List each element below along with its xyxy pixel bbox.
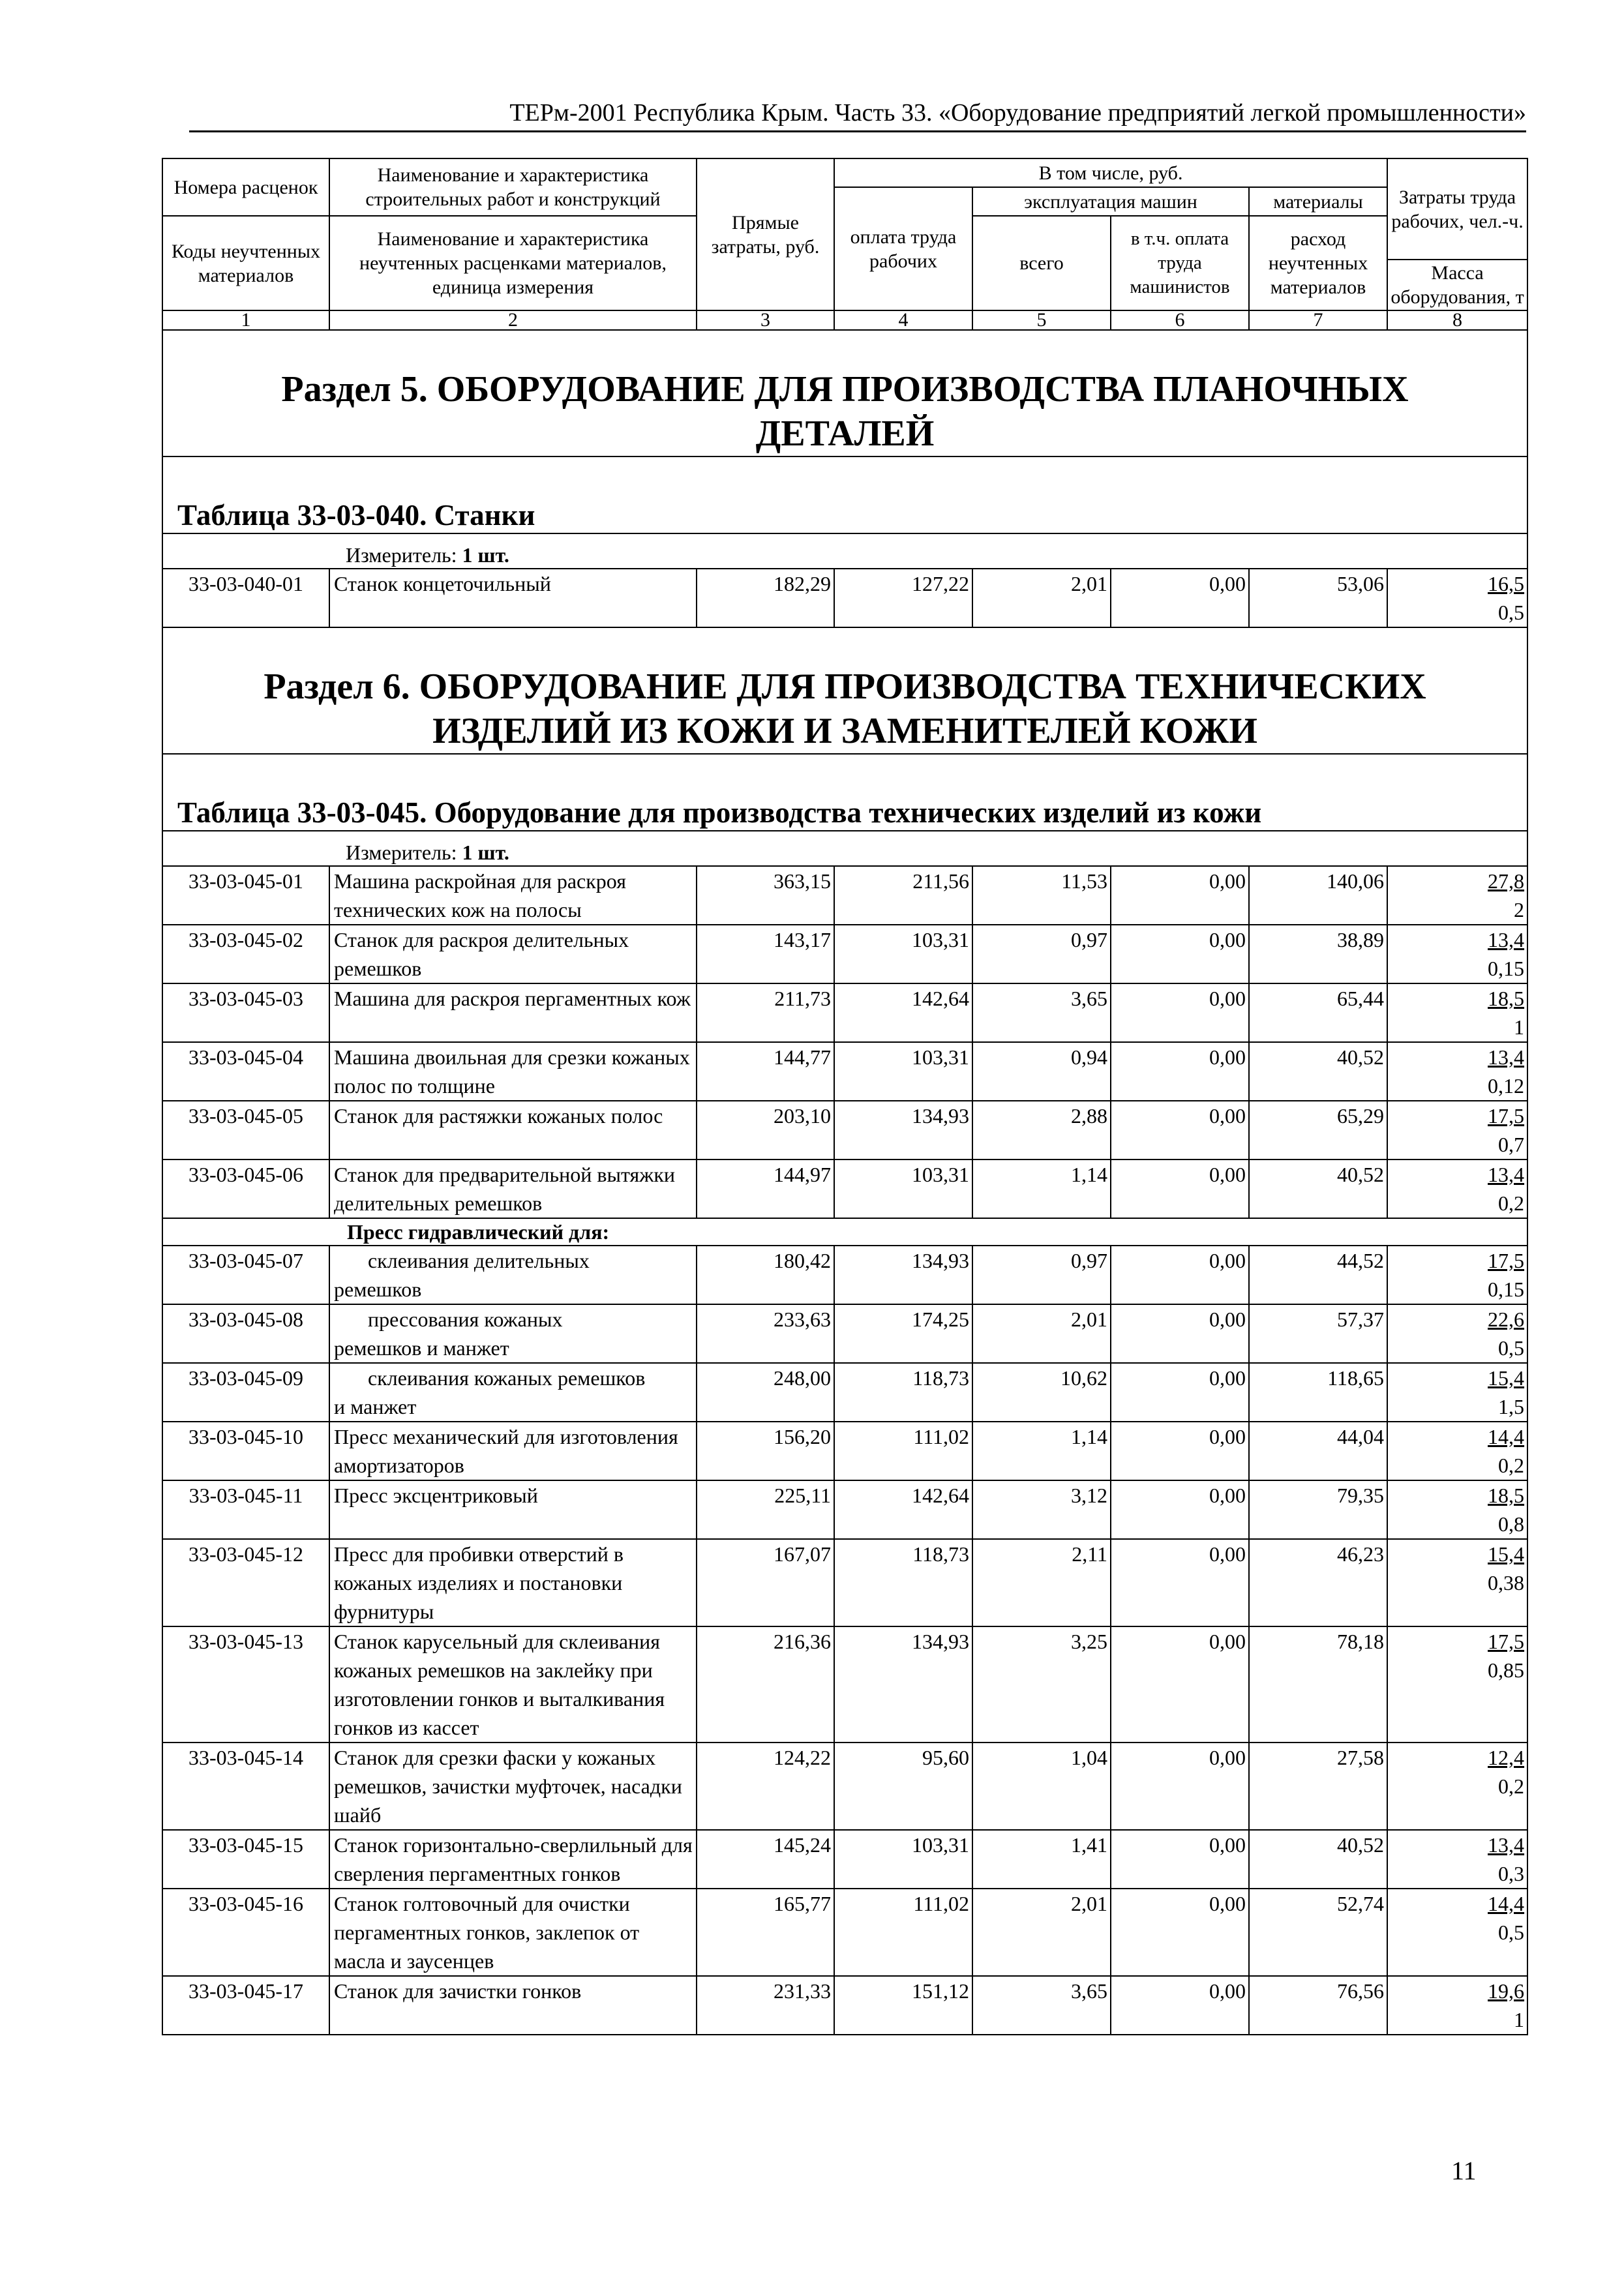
labor-and-mass [1387,1626,1527,1743]
operator-wages: 0,00 [1111,569,1249,627]
wages: 111,02 [834,1422,972,1480]
rate-code: 33-03-045-17 [162,1976,329,2035]
materials-consumption: 46,23 [1249,1539,1387,1626]
labor-and-mass [1387,1304,1527,1363]
rate-name [329,1304,697,1363]
rate-code: 33-03-045-14 [162,1743,329,1830]
machines-total: 2,88 [972,1101,1111,1159]
table-row [162,1480,1527,1539]
labor-costs: 13,4 [1488,928,1525,951]
labor-costs: 15,4 [1488,1366,1525,1390]
table-row [162,1743,1527,1830]
direct-costs: 231,33 [697,1976,834,2035]
rate-code: 33-03-045-12 [162,1539,329,1626]
meter-value: 1 шт. [462,841,509,864]
materials-consumption: 40,52 [1249,1159,1387,1218]
meter-label [163,534,1527,568]
equipment-mass: 1 [1514,1015,1525,1039]
equipment-mass: 0,5 [1498,1921,1525,1944]
labor-and-mass [1387,983,1527,1042]
meter-label-cell [162,533,1527,569]
direct-costs: 144,77 [697,1042,834,1101]
wages: 134,93 [834,1101,972,1159]
labor-costs: 13,4 [1488,1045,1525,1069]
header-rate-numbers: Номера расценок [162,158,329,216]
wages: 103,31 [834,925,972,983]
labor-and-mass [1387,1743,1527,1830]
rate-name: Станок для зачистки гонков [329,1976,697,2035]
table-row [162,1101,1527,1159]
machines-total: 0,97 [972,925,1111,983]
rate-code: 33-03-045-01 [162,866,329,925]
column-number: 3 [697,310,834,330]
table-row [162,569,1527,627]
equipment-mass: 0,85 [1488,1658,1525,1682]
rate-code: 33-03-045-15 [162,1830,329,1889]
wages: 127,22 [834,569,972,627]
operator-wages: 0,00 [1111,1743,1249,1830]
direct-costs: 233,63 [697,1304,834,1363]
rate-code: 33-03-045-11 [162,1480,329,1539]
table-row [162,1363,1527,1422]
labor-and-mass [1387,925,1527,983]
machines-total: 1,41 [972,1830,1111,1889]
rate-code: 33-03-040-01 [162,569,329,627]
materials-consumption: 57,37 [1249,1304,1387,1363]
group-label-cell [162,1218,1527,1246]
labor-and-mass [1387,1159,1527,1218]
header-material-codes: Коды неучтенных материалов [162,216,329,310]
meter-label [163,831,1527,865]
operator-wages: 0,00 [1111,1246,1249,1304]
equipment-mass: 0,7 [1498,1133,1525,1156]
rate-code: 33-03-045-03 [162,983,329,1042]
wages: 142,64 [834,983,972,1042]
header-operator-wages: в т.ч. оплата труда машинистов [1111,216,1249,310]
direct-costs: 143,17 [697,925,834,983]
table-row [162,1889,1527,1976]
materials-consumption: 52,74 [1249,1889,1387,1976]
rate-name: Машина двоильная для срезки кожаных полос по толщине [329,1042,697,1101]
labor-and-mass [1387,1976,1527,2035]
rate-code: 33-03-045-02 [162,925,329,983]
meter-label-text: Измеритель: [346,841,457,864]
operator-wages: 0,00 [1111,1539,1249,1626]
wages: 103,31 [834,1830,972,1889]
wages: 103,31 [834,1159,972,1218]
direct-costs: 203,10 [697,1101,834,1159]
labor-costs: 14,4 [1488,1892,1525,1915]
table-row [162,1626,1527,1743]
rate-code: 33-03-045-07 [162,1246,329,1304]
rate-code: 33-03-045-05 [162,1101,329,1159]
meter-label-cell [162,831,1527,866]
header-direct-costs: Прямые затраты, руб. [697,158,834,310]
column-number: 8 [1387,310,1527,330]
operator-wages: 0,00 [1111,1830,1249,1889]
operator-wages: 0,00 [1111,1480,1249,1539]
machines-total: 0,94 [972,1042,1111,1101]
direct-costs: 225,11 [697,1480,834,1539]
direct-costs: 124,22 [697,1743,834,1830]
rate-name-first-line: склеивания кожаных ремешков [368,1366,646,1390]
machines-total: 1,14 [972,1159,1111,1218]
equipment-mass: 0,2 [1498,1191,1525,1215]
rate-name-first-line: прессования кожаных [368,1308,563,1331]
materials-consumption: 27,58 [1249,1743,1387,1830]
table-row [162,983,1527,1042]
rate-name-first-line: склеивания делительных [368,1249,590,1272]
labor-and-mass [1387,1363,1527,1422]
table-row [162,1976,1527,2035]
operator-wages: 0,00 [1111,1159,1249,1218]
wages: 211,56 [834,866,972,925]
materials-consumption: 65,29 [1249,1101,1387,1159]
equipment-mass: 0,5 [1498,1336,1525,1360]
labor-and-mass [1387,1246,1527,1304]
operator-wages: 0,00 [1111,1422,1249,1480]
rate-code: 33-03-045-06 [162,1159,329,1218]
rate-name-continuation: ремешков и манжет [334,1336,509,1360]
labor-and-mass [1387,569,1527,627]
header-rule [189,130,1526,132]
table-title-cell [162,456,1527,533]
labor-costs: 18,5 [1488,987,1525,1010]
section-title-cell [162,627,1527,754]
operator-wages: 0,00 [1111,1042,1249,1101]
labor-costs: 19,6 [1488,1979,1525,2003]
equipment-mass: 0,8 [1498,1512,1525,1536]
column-number: 2 [329,310,697,330]
operator-wages: 0,00 [1111,983,1249,1042]
wages: 118,73 [834,1363,972,1422]
equipment-mass: 2 [1514,898,1525,921]
rate-name: Станок для раскроя делительных ремешков [329,925,697,983]
rate-code: 33-03-045-04 [162,1042,329,1101]
machines-total: 2,01 [972,1304,1111,1363]
header-labor-costs: Затраты труда рабочих, чел.-ч. [1387,158,1527,260]
table-row [162,1539,1527,1626]
machines-total: 3,12 [972,1480,1111,1539]
rate-name [329,1246,697,1304]
machines-total: 3,65 [972,1976,1111,2035]
rate-code: 33-03-045-13 [162,1626,329,1743]
labor-and-mass [1387,1101,1527,1159]
rate-name [329,1363,697,1422]
labor-costs: 17,5 [1488,1104,1525,1128]
wages: 142,64 [834,1480,972,1539]
rate-code: 33-03-045-08 [162,1304,329,1363]
materials-consumption: 118,65 [1249,1363,1387,1422]
page-header: ТЕРм-2001 Республика Крым. Часть 33. «Оборудование предприятий легкой промышленности» [509,99,1526,127]
equipment-mass: 0,3 [1498,1862,1525,1885]
rate-code: 33-03-045-16 [162,1889,329,1976]
rate-name: Станок голтовочный для очистки пергаментных гонков, заклепок от масла и заусенцев [329,1889,697,1976]
rate-name: Пресс механический для изготовления амортизаторов [329,1422,697,1480]
section-title: Раздел 5. ОБОРУДОВАНИЕ ДЛЯ ПРОИЗВОДСТВА ПЛАНОЧНЫХ ДЕТАЛЕЙ [281,369,1409,454]
direct-costs: 156,20 [697,1422,834,1480]
table-row [162,925,1527,983]
header-equipment-mass: Масса оборудования, т [1387,260,1527,310]
rate-code: 33-03-045-10 [162,1422,329,1480]
direct-costs: 182,29 [697,569,834,627]
materials-consumption: 44,04 [1249,1422,1387,1480]
table-row [162,1304,1527,1363]
direct-costs: 248,00 [697,1363,834,1422]
materials-consumption: 53,06 [1249,569,1387,627]
direct-costs: 144,97 [697,1159,834,1218]
wages: 134,93 [834,1626,972,1743]
machines-total: 11,53 [972,866,1111,925]
header-wages: оплата труда рабочих [834,187,972,310]
machines-total: 1,04 [972,1743,1111,1830]
equipment-mass: 0,38 [1488,1571,1525,1594]
header-material-names: Наименование и характеристика неучтенных расценками материалов, единица измерения [329,216,697,310]
column-number: 4 [834,310,972,330]
wages: 111,02 [834,1889,972,1976]
table-row [162,1042,1527,1101]
labor-costs: 27,8 [1488,869,1525,893]
rate-name: Станок горизонтально-сверлильный для сверления пергаментных гонков [329,1830,697,1889]
table-row [162,1422,1527,1480]
rate-name-continuation: ремешков [334,1278,422,1301]
materials-consumption: 40,52 [1249,1830,1387,1889]
wages: 151,12 [834,1976,972,2035]
labor-costs: 18,5 [1488,1484,1525,1507]
header-machine-operation: эксплуатация машин [972,187,1249,216]
labor-costs: 16,5 [1488,572,1525,595]
header-including: В том числе, руб. [834,158,1387,187]
rate-name: Машина для раскроя пергаментных кож [329,983,697,1042]
meter-label-text: Измеритель: [346,543,457,567]
header-work-name: Наименование и характеристика строительных работ и конструкций [329,158,697,216]
labor-costs: 14,4 [1488,1425,1525,1448]
table-row [162,1159,1527,1218]
table-title: Таблица 33-03-045. Оборудование для производства технических изделий из кожи [177,796,1262,829]
machines-total: 0,97 [972,1246,1111,1304]
equipment-mass: 0,15 [1488,957,1525,980]
header-materials: материалы [1249,187,1387,216]
wages: 174,25 [834,1304,972,1363]
labor-and-mass [1387,1830,1527,1889]
operator-wages: 0,00 [1111,866,1249,925]
labor-and-mass [1387,1042,1527,1101]
machines-total: 1,14 [972,1422,1111,1480]
column-number: 5 [972,310,1111,330]
equipment-mass: 0,15 [1488,1278,1525,1301]
materials-consumption: 38,89 [1249,925,1387,983]
machines-total: 3,65 [972,983,1111,1042]
labor-costs: 15,4 [1488,1542,1525,1566]
rate-name: Станок концеточильный [329,569,697,627]
column-number: 6 [1111,310,1249,330]
operator-wages: 0,00 [1111,1976,1249,2035]
header-machines-total: всего [972,216,1111,310]
labor-costs: 12,4 [1488,1746,1525,1769]
wages: 103,31 [834,1042,972,1101]
direct-costs: 216,36 [697,1626,834,1743]
materials-consumption: 40,52 [1249,1042,1387,1101]
direct-costs: 145,24 [697,1830,834,1889]
materials-consumption: 76,56 [1249,1976,1387,2035]
labor-and-mass [1387,1480,1527,1539]
labor-costs: 13,4 [1488,1163,1525,1186]
labor-and-mass [1387,1539,1527,1626]
rate-name: Станок для растяжки кожаных полос [329,1101,697,1159]
wages: 118,73 [834,1539,972,1626]
labor-costs: 17,5 [1488,1249,1525,1272]
operator-wages: 0,00 [1111,1889,1249,1976]
machines-total: 2,01 [972,569,1111,627]
machines-total: 2,11 [972,1539,1111,1626]
section-title-cell [162,330,1527,456]
table-row [162,866,1527,925]
group-label: Пресс гидравлический для: [347,1220,610,1244]
labor-costs: 13,4 [1488,1833,1525,1857]
column-number: 7 [1249,310,1387,330]
direct-costs: 363,15 [697,866,834,925]
wages: 95,60 [834,1743,972,1830]
table-row [162,1246,1527,1304]
rate-name: Станок для срезки фаски у кожаных ремешков, зачистки муфточек, насадки шайб [329,1743,697,1830]
rate-name: Станок карусельный для склеивания кожаных ремешков на заклейку при изготовлении гонков и выталкивания гонков из кассет [329,1626,697,1743]
machines-total: 3,25 [972,1626,1111,1743]
direct-costs: 180,42 [697,1246,834,1304]
equipment-mass: 0,2 [1498,1774,1525,1798]
equipment-mass: 1,5 [1498,1395,1525,1418]
operator-wages: 0,00 [1111,1363,1249,1422]
table-title: Таблица 33-03-040. Станки [177,499,535,531]
rate-code: 33-03-045-09 [162,1363,329,1422]
equipment-mass: 0,12 [1488,1074,1525,1098]
machines-total: 2,01 [972,1889,1111,1976]
equipment-mass: 1 [1514,2008,1525,2031]
labor-costs: 22,6 [1488,1308,1525,1331]
materials-consumption: 140,06 [1249,866,1387,925]
header-material-consumption: расход неучтенных материалов [1249,216,1387,310]
section-title: Раздел 6. ОБОРУДОВАНИЕ ДЛЯ ПРОИЗВОДСТВА ТЕХНИЧЕСКИХ ИЗДЕЛИЙ ИЗ КОЖИ И ЗАМЕНИТЕЛЕЙ КОЖИ [263,666,1426,751]
direct-costs: 167,07 [697,1539,834,1626]
rate-name-continuation: и манжет [334,1395,417,1418]
table-row [162,1830,1527,1889]
labor-costs: 17,5 [1488,1630,1525,1653]
page-number: 11 [1451,2156,1477,2185]
rate-name: Пресс эксцентриковый [329,1480,697,1539]
materials-consumption: 65,44 [1249,983,1387,1042]
column-number: 1 [162,310,329,330]
equipment-mass: 0,2 [1498,1454,1525,1477]
direct-costs: 211,73 [697,983,834,1042]
operator-wages: 0,00 [1111,1101,1249,1159]
labor-and-mass [1387,866,1527,925]
machines-total: 10,62 [972,1363,1111,1422]
labor-and-mass [1387,1422,1527,1480]
materials-consumption: 78,18 [1249,1626,1387,1743]
materials-consumption: 79,35 [1249,1480,1387,1539]
rate-name: Машина раскройная для раскроя технических кож на полосы [329,866,697,925]
wages: 134,93 [834,1246,972,1304]
operator-wages: 0,00 [1111,925,1249,983]
operator-wages: 0,00 [1111,1304,1249,1363]
materials-consumption: 44,52 [1249,1246,1387,1304]
rate-name: Станок для предварительной вытяжки делительных ремешков [329,1159,697,1218]
direct-costs: 165,77 [697,1889,834,1976]
table-title-cell [162,754,1527,831]
labor-and-mass [1387,1889,1527,1976]
meter-value: 1 шт. [462,543,509,567]
rates-table [162,158,1528,2035]
operator-wages: 0,00 [1111,1626,1249,1743]
equipment-mass: 0,5 [1498,601,1525,624]
rate-name: Пресс для пробивки отверстий в кожаных изделиях и постановки фурнитуры [329,1539,697,1626]
